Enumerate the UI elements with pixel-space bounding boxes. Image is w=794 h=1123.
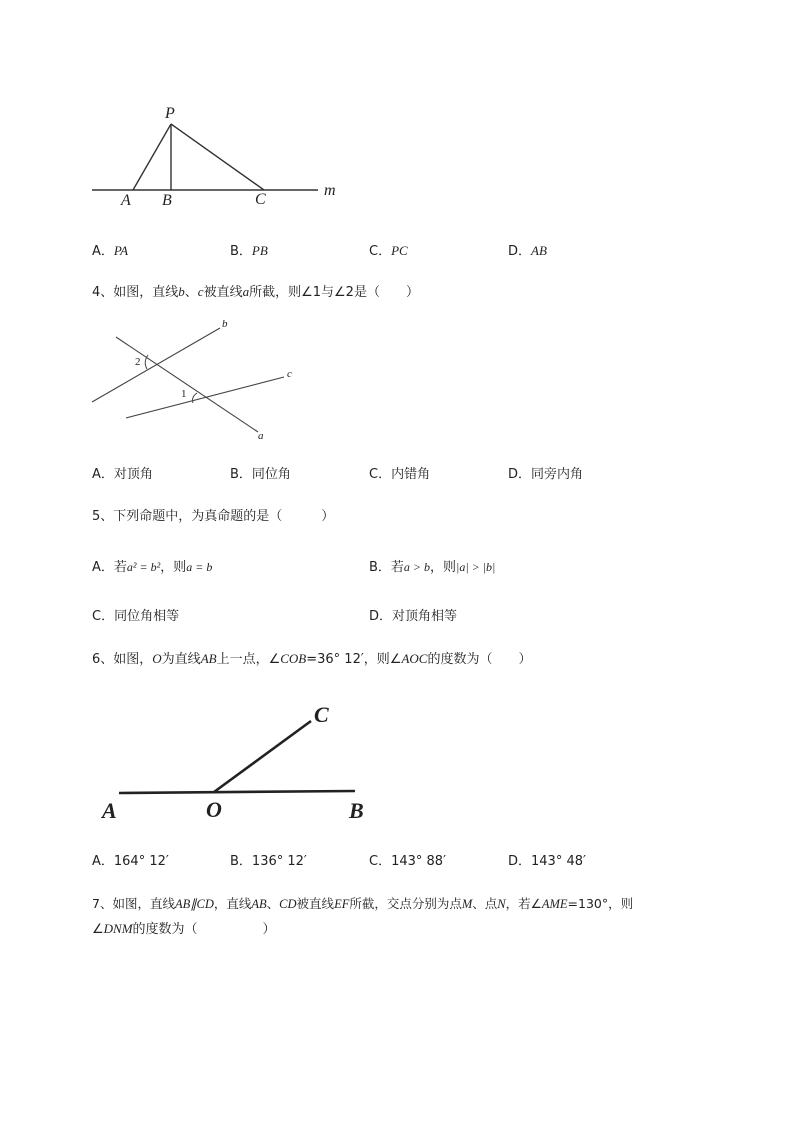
q4-sep: 、 (184, 285, 198, 300)
option-prefix: C． (369, 244, 392, 259)
q5-option-d[interactable]: D．对顶角相等 (369, 609, 458, 624)
option-prefix: A．若 (92, 560, 127, 575)
var-ab-parallel-cd: AB∥CD (174, 897, 214, 911)
q7-stem-line-2 (92, 920, 276, 939)
var-cd: CD (279, 897, 297, 911)
q7-text-10: 的度数为（ ） (132, 922, 276, 937)
q6-stem-4: =36° 12′，则∠ (306, 652, 402, 667)
q7-stem-line-1 (92, 895, 633, 913)
label-c: c (287, 368, 292, 380)
var-b: b (178, 284, 185, 299)
q7-text-8: =130°，则 (567, 896, 634, 911)
label-b: B (162, 192, 172, 209)
q6-stem-2: 为直线 (161, 652, 201, 667)
label-a: A (102, 798, 117, 823)
option-value: PC (391, 243, 408, 258)
var-a: a (242, 284, 250, 299)
label-a: A (121, 192, 131, 209)
var-cob: COB (280, 651, 307, 666)
q7-text-6: 、点 (472, 896, 498, 911)
var-ab: AB (251, 897, 267, 911)
label-p: P (165, 105, 175, 122)
q6-option-a[interactable]: A．164° 12′ (92, 854, 169, 869)
formula-result: a = b (186, 560, 213, 574)
q7-text-4: 被直线 (296, 896, 335, 911)
q4-option-a[interactable]: A．对顶角 (92, 467, 153, 482)
label-m: m (324, 182, 336, 199)
q7-text-2: ，直线 (213, 896, 252, 911)
q6-option-c[interactable]: C．143° 88′ (369, 854, 447, 869)
label-o: O (206, 797, 222, 822)
q4-end: 所截，则∠1与∠2是（ ） (249, 285, 419, 300)
label-b: b (222, 318, 228, 330)
q4-option-d[interactable]: D．同旁内角 (508, 467, 584, 482)
q5-option-c[interactable]: C．同位角相等 (92, 609, 180, 624)
var-ab: AB (200, 651, 217, 666)
label-b: B (349, 798, 364, 823)
q4-option-b[interactable]: B．同位角 (230, 467, 291, 482)
q5-stem: 5、下列命题中，为真命题的是（ ） (92, 509, 335, 524)
q7-text-1: 7、如图，直线 (92, 896, 175, 911)
q7-text-3: 、 (266, 896, 280, 911)
ray-oc (214, 721, 311, 792)
q4-stem-text: 4、如图，直线 (92, 285, 179, 300)
q6-option-b[interactable]: B．136° 12′ (230, 854, 307, 869)
var-dnm: DNM (103, 921, 133, 936)
option-prefix: D． (508, 244, 532, 259)
option-prefix: B． (230, 244, 252, 259)
option-value: PA (113, 243, 129, 258)
var-ef: EF (334, 897, 350, 911)
formula: a² = b² (126, 560, 161, 574)
label-c: C (255, 191, 266, 208)
q4-option-c[interactable]: C．内错角 (369, 467, 431, 482)
label-angle-2: 2 (135, 356, 141, 368)
option-prefix: A． (92, 244, 114, 259)
label-c: C (314, 702, 329, 727)
option-mid: ，则 (160, 560, 187, 575)
formula-result: |a| > |b| (456, 560, 496, 574)
option-value: AB (531, 243, 547, 258)
var-o: O (152, 651, 162, 666)
label-a: a (258, 430, 264, 442)
line-ab (119, 791, 355, 793)
var-ame: AME (541, 897, 568, 911)
q7-text-9: ∠ (92, 922, 104, 937)
option-prefix: B．若 (369, 560, 404, 575)
q4-mid: 被直线 (203, 285, 243, 300)
q6-stem-1: 6、如图， (92, 652, 153, 667)
var-c: c (197, 284, 204, 299)
formula: a > b (403, 560, 431, 574)
q6-stem-3: 上一点，∠ (216, 652, 281, 667)
q6-option-d[interactable]: D．143° 48′ (508, 854, 586, 869)
label-angle-1: 1 (181, 388, 187, 400)
option-mid: ，则 (430, 560, 457, 575)
q7-text-5: 所截，交点分别为点 (349, 896, 462, 911)
q6-stem-5: 的度数为（ ） (427, 652, 532, 667)
option-value: PB (251, 243, 268, 258)
var-n: N (497, 897, 506, 911)
var-aoc: AOC (401, 651, 428, 666)
q7-text-7: ，若∠ (505, 896, 542, 911)
var-m: M (461, 897, 473, 911)
